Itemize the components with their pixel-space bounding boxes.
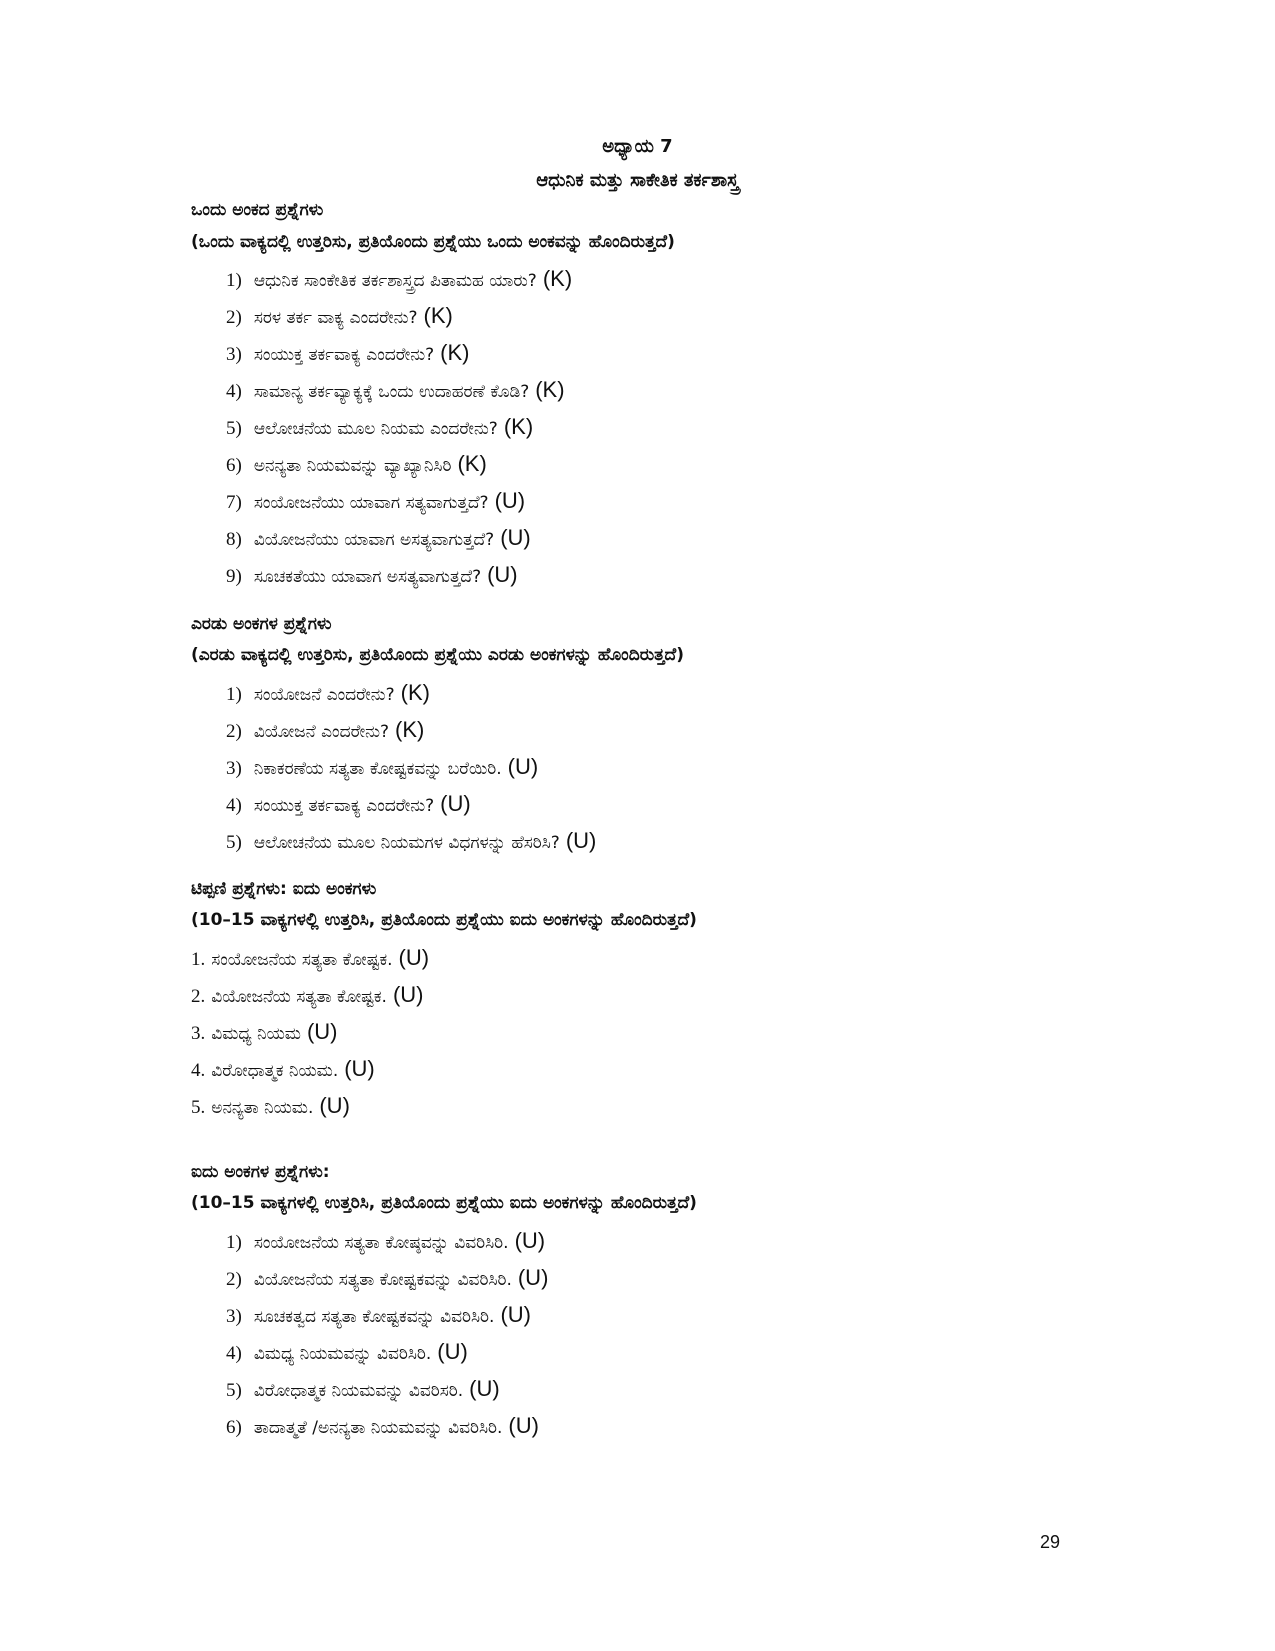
question-level-tag: (K) [400,680,430,705]
question-text: ತಾದಾತ್ಮತೆ /ಅನನ್ಯತಾ ನಿಯಮವನ್ನು ವಿವರಿಸಿರಿ. [253,1418,503,1438]
question-text: ವಿಮಧ್ಯ ನಿಯಮ [211,1024,301,1044]
section-instruction-two-mark: (ಎರಡು ವಾಕ್ಯದಲ್ಲಿ ಉತ್ತರಿಸು, ಪ್ರತಿಯೊಂದು ಪ್ರಶ್ನೆಯು ಎರಡು ಅಂಕಗಳನ್ನು ಹೊಂದಿರುತ್ತದೆ) [191,645,684,665]
question-text: ಸಂಯುಕ್ತ ತರ್ಕವಾಕ್ಯ ಎಂದರೇನು? [253,345,435,365]
question-number: 6) [226,1417,242,1438]
question-text: ಆಲೋಚನೆಯ ಮೂಲ ನಿಯಮ ಎಂದರೇನು? [253,419,498,439]
chapter-subtitle: ಆಧುನಿಕ ಮತ್ತು ಸಾಕೇತಿಕ ತರ್ಕಶಾಸ್ತ್ರ [536,170,739,191]
question-number: 1) [226,1232,242,1253]
question-item [226,488,525,514]
question-number: 6) [226,455,242,476]
question-item [226,303,453,329]
question-number: 3) [226,758,242,779]
question-number: 2. [191,986,206,1007]
section-instruction-notes: (10–15 ವಾಕ್ಯಗಳಲ್ಲಿ ಉತ್ತರಿಸಿ, ಪ್ರತಿಯೊಂದು ಪ್ರಶ್ನೆಯು ಐದು ಅಂಕಗಳನ್ನು ಹೊಂದಿರುತ್ತದೆ) [191,910,697,930]
question-number: 7) [226,492,242,513]
question-number: 1) [226,684,242,705]
section-heading-five-mark: ಐದು ಅಂಕಗಳ ಪ್ರಶ್ನೆಗಳು: [191,1162,330,1182]
question-text: ಸೂಚಕತೆಯು ಯಾವಾಗ ಅಸತ್ಯವಾಗುತ್ತದೆ? [253,567,482,587]
question-text: ಸಾಮಾನ್ಯ ತರ್ಕವ್ಯಾಕ್ಯಕ್ಕೆ ಒಂದು ಉದಾಹರಣೆ ಕೊಡಿ? [253,382,530,402]
question-item [226,525,531,551]
question-text: ನಿಕಾಕರಣೆಯ ಸತ್ಯತಾ ಕೋಷ್ಟಕವನ್ನು ಬರೆಯಿರಿ. [253,759,502,779]
question-level-tag: (U) [437,1339,468,1364]
question-level-tag: (K) [440,340,470,365]
question-text: ಅನನ್ಯತಾ ನಿಯಮ. [211,1098,314,1118]
question-number: 1. [191,949,206,970]
question-number: 4) [226,795,242,816]
question-number: 3) [226,1306,242,1327]
question-text: ವಿರೋಧಾತ್ಮಕ ನಿಯಮ. [211,1061,339,1081]
question-level-tag: (U) [344,1056,375,1081]
question-item [191,982,424,1008]
question-level-tag: (U) [306,1019,338,1044]
question-text: ಆಧುನಿಕ ಸಾಂಕೇತಿಕ ತರ್ಕಶಾಸ್ತ್ರದ ಪಿತಾಮಹ ಯಾರು? [253,271,537,291]
section-heading-notes: ಟಿಪ್ಪಣಿ ಪ್ರಶ್ನೆಗಳು: ಐದು ಅಂಕಗಳು [191,879,377,899]
question-number: 5) [226,1380,242,1401]
question-item [191,1019,338,1045]
question-level-tag: (U) [487,562,518,587]
question-text: ವಿಯೋಜನೆಯ ಸತ್ಯತಾ ಕೋಷ್ಟಕವನ್ನು ವಿವರಿಸಿರಿ. [253,1270,512,1290]
question-item [226,828,596,854]
question-level-tag: (U) [500,525,531,550]
question-item [191,945,429,971]
question-level-tag: (U) [565,828,597,853]
question-level-tag: (U) [494,488,526,513]
question-number: 9) [226,566,242,587]
question-item [226,1302,531,1328]
question-item [226,1413,539,1439]
question-item [191,1093,350,1119]
section-heading-two-mark: ಎರಡು ಅಂಕಗಳ ಪ್ರಶ್ನೆಗಳು [191,614,332,634]
question-level-tag: (U) [500,1302,531,1327]
question-number: 4) [226,1343,242,1364]
question-item [226,717,424,743]
question-text: ಆಲೋಚನೆಯ ಮೂಲ ನಿಯಮಗಳ ವಿಧಗಳನ್ನು ಹೆಸರಿಸಿ? [253,833,560,853]
section-heading-one-mark: ಒಂದು ಅಂಕದ ಪ್ರಶ್ನೆಗಳು [191,200,324,220]
page-number: 29 [1040,1532,1061,1552]
question-item [226,451,487,477]
question-level-tag: (K) [542,266,573,291]
question-item [226,1376,500,1402]
question-item [226,266,572,292]
question-level-tag: (U) [398,945,430,970]
question-number: 4) [226,381,242,402]
question-number: 3. [191,1023,206,1044]
chapter-title: ಅಧ್ಯಾಯ 7 [602,136,673,157]
question-text: ವಿಮಧ್ಯ ನಿಯಮವನ್ನು ವಿವರಿಸಿರಿ. [253,1344,432,1364]
question-text: ಸಂಯೋಜನೆಯ ಸತ್ಯತಾ ಕೋಷ್ಟಕ. [211,950,393,970]
question-item [226,377,565,403]
question-item [226,1265,548,1291]
question-number: 8) [226,529,242,550]
question-level-tag: (K) [423,303,453,328]
question-text: ವಿಯೋಜನೆಯು ಯಾವಾಗ ಅಸತ್ಯವಾಗುತ್ತದೆ? [253,530,495,550]
question-item [226,1228,545,1254]
question-level-tag: (U) [514,1228,546,1253]
question-number: 2) [226,721,242,742]
question-item [226,1339,468,1365]
question-level-tag: (K) [503,414,534,439]
question-text: ವಿರೋಧಾತ್ಮಕ ನಿಯಮವನ್ನು ವಿವರಿಸರಿ. [253,1381,464,1401]
question-level-tag: (U) [440,791,471,816]
question-item [226,340,469,366]
question-text: ಅನನ್ಯತಾ ನಿಯಮವನ್ನು ವ್ಯಾಖ್ಯಾನಿಸಿರಿ [253,456,452,476]
question-level-tag: (K) [395,717,425,742]
section-instruction-one-mark: (ಒಂದು ವಾಕ್ಯದಲ್ಲಿ ಉತ್ತರಿಸು, ಪ್ರತಿಯೊಂದು ಪ್ರಶ್ನೆಯು ಒಂದು ಅಂಕವನ್ನು ಹೊಂದಿರುತ್ತದೆ) [191,232,675,252]
question-text: ಸರಳ ತರ್ಕ ವಾಕ್ಯ ಎಂದರೇನು? [253,308,418,328]
question-text: ಸಂಯೋಜನೆಯ ಸತ್ಯತಾ ಕೋಷ್ಠವನ್ನು ವಿವರಿಸಿರಿ. [253,1233,509,1253]
question-text: ಸಂಯುಕ್ತ ತರ್ಕವಾಕ್ಯ ಎಂದರೇನು? [253,796,435,816]
section-instruction-five-mark: (10–15 ವಾಕ್ಯಗಳಲ್ಲಿ ಉತ್ತರಿಸಿ, ಪ್ರತಿಯೊಂದು ಪ್ರಶ್ನೆಯು ಐದು ಅಂಕಗಳನ್ನು ಹೊಂದಿರುತ್ತದೆ) [191,1193,697,1213]
question-text: ಸಂಯೋಜನೆಯು ಯಾವಾಗ ಸತ್ಯವಾಗುತ್ತದೆ? [253,493,489,513]
question-number: 1) [226,270,242,291]
question-number: 5. [191,1097,206,1118]
question-level-tag: (U) [469,1376,500,1401]
question-level-tag: (U) [508,1413,539,1438]
question-item [226,791,471,817]
question-number: 3) [226,344,242,365]
question-item [226,562,518,588]
question-level-tag: (U) [392,982,424,1007]
question-text: ಸಂಯೋಜನೆ ಎಂದರೇನು? [253,685,395,705]
question-item [226,754,538,780]
question-text: ವಿಯೋಜನೆಯ ಸತ್ಯತಾ ಕೋಷ್ಟಕ. [211,987,387,1007]
question-level-tag: (K) [535,377,565,402]
question-level-tag: (U) [517,1265,549,1290]
question-number: 5) [226,418,242,439]
question-item [191,1056,375,1082]
question-text: ಸೂಚಕತ್ವದ ಸತ್ಯತಾ ಕೋಷ್ಟಕವನ್ನು ವಿವರಿಸಿರಿ. [253,1307,495,1327]
question-number: 2) [226,1269,242,1290]
question-item [226,414,533,440]
question-item [226,680,430,706]
question-number: 4. [191,1060,206,1081]
question-level-tag: (K) [457,451,487,476]
question-level-tag: (U) [507,754,539,779]
question-number: 5) [226,832,242,853]
question-level-tag: (U) [319,1093,350,1118]
question-number: 2) [226,307,242,328]
question-text: ವಿಯೋಜನೆ ಎಂದರೇನು? [253,722,390,742]
